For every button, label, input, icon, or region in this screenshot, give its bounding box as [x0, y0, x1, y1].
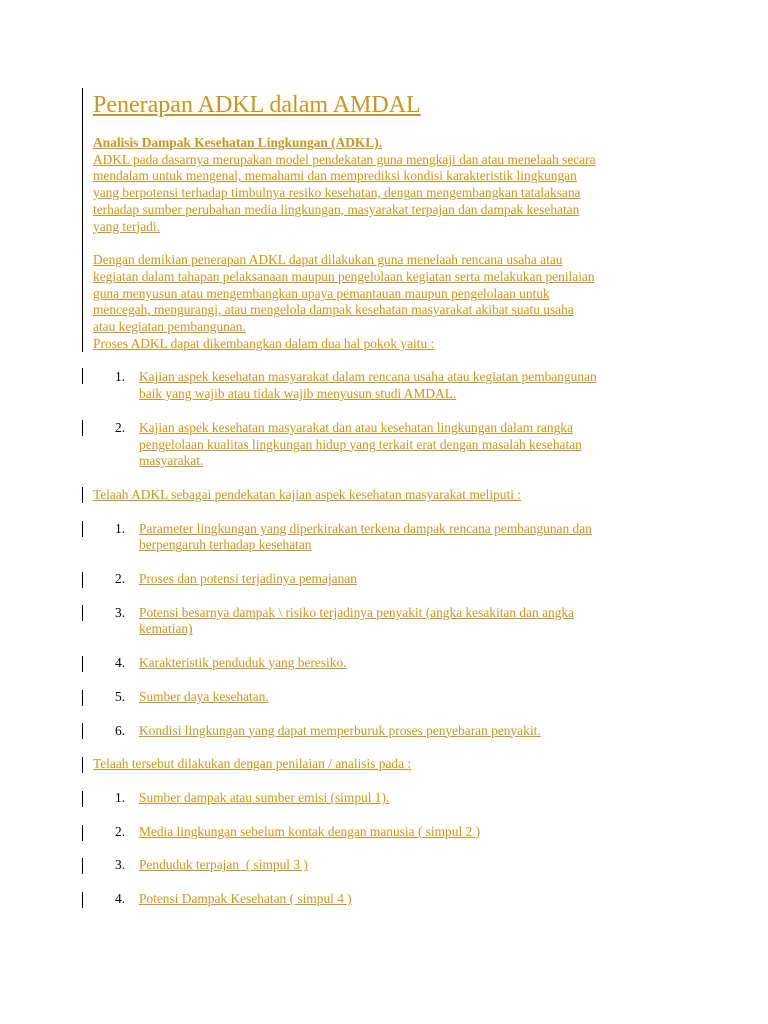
list-item[interactable]: [93, 824, 693, 841]
list-number: 2.: [115, 419, 126, 435]
margin-bar-list2-4: [82, 656, 83, 672]
list-item[interactable]: [93, 521, 693, 554]
list-item-text: Penduduk terpajan ( simpul 3 ): [139, 857, 308, 873]
page-title[interactable]: Penerapan ADKL dalam AMDAL: [93, 92, 421, 118]
list-number: 4.: [115, 655, 126, 671]
list-item-text: Sumber dampak atau sumber emisi (simpul 1).: [139, 789, 390, 805]
list-item-text: Karakteristik penduduk yang beresiko.: [139, 655, 347, 671]
list-item[interactable]: [93, 655, 693, 672]
list-item-text: Kajian aspek kesehatan masyarakat dan atau kesehatan lingkungan dalam rangka pengelolaan kualitas lingkungan hidup yang terkait erat dengan masalah kesehatan masyarakat.: [139, 419, 582, 469]
second-paragraph[interactable]: [93, 252, 693, 352]
list-number: 2.: [115, 823, 126, 839]
margin-bar-list2-5: [82, 690, 83, 706]
telaah-lead[interactable]: Telaah ADKL sebagai pendekatan kajian aspek kesehatan masyarakat meliputi :: [93, 486, 522, 502]
margin-bar-list2-3: [82, 605, 83, 621]
text-line: guna menyusun atau mengembangkan upaya pemantauan maupun pengelolaan untuk: [93, 285, 550, 301]
telaah-list: [93, 521, 693, 740]
margin-bar-top: [82, 88, 83, 352]
list-item[interactable]: [93, 723, 693, 740]
list-item-text: Media lingkungan sebelum kontak dengan manusia ( simpul 2 ): [139, 823, 481, 839]
list-item[interactable]: [93, 891, 693, 908]
text-line: terhadap sumber perubahan media lingkungan, masyarakat terpajan dan dampak kesehatan: [93, 201, 580, 217]
margin-bar-lead2: [82, 487, 83, 503]
margin-bar-list1-1: [82, 368, 83, 384]
intro-paragraph[interactable]: [93, 152, 693, 236]
list-item[interactable]: [93, 857, 693, 874]
list-item-text: Parameter lingkungan yang diperkirakan terkena dampak rencana pembangunan dan berpengaruh terhadap kesehatan: [139, 520, 592, 553]
analysis-lead[interactable]: Telaah tersebut dilakukan dengan penilaian / analisis pada :: [93, 756, 412, 772]
simpul-list: [93, 790, 693, 908]
list-number: 4.: [115, 891, 126, 907]
list-number: 5.: [115, 688, 126, 704]
margin-bar-list3-3: [82, 858, 83, 874]
list-number: 3.: [115, 604, 126, 620]
document-body: [93, 92, 693, 908]
list-item-text: Proses dan potensi terjadinya pemajanan: [139, 571, 357, 587]
text-line: yang berpotensi terhadap timbulnya resiko kesehatan, dengan mengembangkan tatalaksana: [93, 185, 581, 201]
text-line: yang terjadi.: [93, 218, 160, 234]
margin-bar-list2-1: [82, 521, 83, 537]
list-number: 3.: [115, 857, 126, 873]
list-item[interactable]: [93, 420, 693, 470]
margin-bar-list3-1: [82, 791, 83, 807]
list-number: 1.: [115, 789, 126, 805]
list-item[interactable]: [93, 571, 693, 588]
margin-bar-list3-2: [82, 825, 83, 841]
list-item-text: Kondisi lingkungan yang dapat memperburuk proses penyebaran penyakit.: [139, 722, 541, 738]
margin-bar-list1-2: [82, 420, 83, 436]
list-item[interactable]: [93, 369, 693, 402]
text-line: atau kegiatan pembangunan.: [93, 319, 246, 335]
margin-bar-list2-6: [82, 723, 83, 739]
list-item[interactable]: [93, 605, 693, 638]
list-number: 1.: [115, 520, 126, 536]
text-line: Dengan demikian penerapan ADKL dapat dilakukan guna menelaah rencana usaha atau: [93, 252, 563, 268]
list-item-text: Potensi Dampak Kesehatan ( simpul 4 ): [139, 891, 352, 907]
list-item-text: Potensi besarnya dampak \ risiko terjadinya penyakit (angka kesakitan dan angka kematian): [139, 604, 575, 637]
text-line: mencegah, mengurangi, atau mengelola dampak kesehatan masyarakat akibat suatu usaha: [93, 302, 574, 318]
list-item-text: Kajian aspek kesehatan masyarakat dalam rencana usaha atau kegiatan pembangunan baik yang wajib atau tidak wajib menyusun studi AMDAL.: [139, 369, 597, 402]
text-line: kegiatan dalam tahapan pelaksanaan maupun pengelolaan kegiatan serta melakukan penilaian: [93, 268, 595, 284]
list-number: 6.: [115, 722, 126, 738]
section-heading[interactable]: Analisis Dampak Kesehatan Lingkungan (ADKL).: [93, 135, 383, 150]
list-item[interactable]: [93, 790, 693, 807]
process-list: [93, 369, 693, 470]
list-item[interactable]: [93, 689, 693, 706]
text-line: ADKL pada dasarnya merupakan model pendekatan guna mengkaji dan atau menelaah secara: [93, 151, 596, 167]
text-line: Proses ADKL dapat dikembangkan dalam dua hal pokok yaitu :: [93, 335, 435, 351]
margin-bar-list3-4: [82, 892, 83, 908]
text-line: mendalam untuk mengenal, memahami dan memprediksi kondisi karakteristik lingkungan: [93, 168, 577, 184]
list-number: 1.: [115, 369, 126, 385]
margin-bar-lead3: [82, 757, 83, 773]
list-item-text: Sumber daya kesehatan.: [139, 688, 269, 704]
list-number: 2.: [115, 571, 126, 587]
margin-bar-list2-2: [82, 572, 83, 588]
